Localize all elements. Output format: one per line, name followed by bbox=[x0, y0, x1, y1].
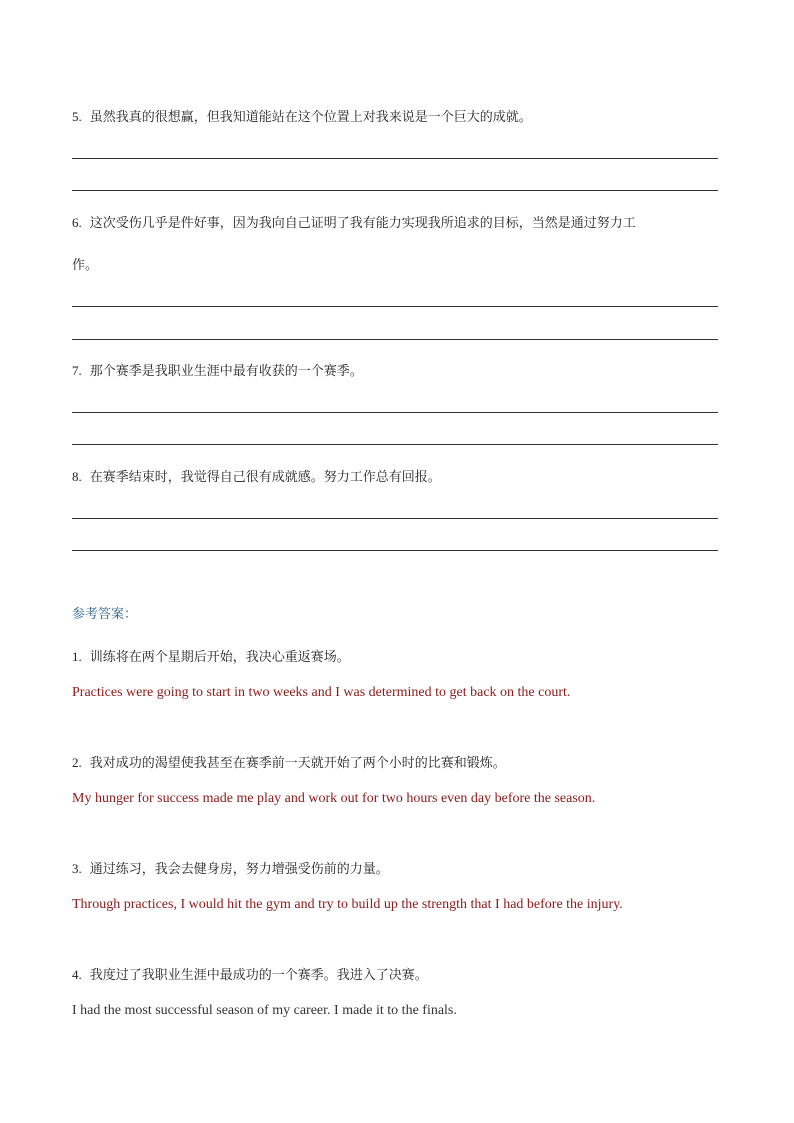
answer-2-chinese bbox=[72, 752, 722, 775]
answer-3-chinese bbox=[72, 858, 722, 881]
exercise-number: 8. bbox=[72, 469, 82, 484]
answer-1-english: Practices were going to start in two weeks and I was determined to get back on the court. bbox=[72, 685, 571, 700]
exercise-text: 这次受伤几乎是件好事，因为我向自己证明了我有能力实现我所追求的目标，当然是通过努力工 bbox=[89, 216, 636, 231]
answer-chinese-text: 通过练习，我会去健身房，努力增强受伤前的力量。 bbox=[89, 862, 389, 877]
answer-blank-line[interactable] bbox=[72, 190, 718, 191]
exercise-8 bbox=[72, 466, 722, 489]
answer-blank-line[interactable] bbox=[72, 306, 718, 307]
exercise-7 bbox=[72, 360, 722, 383]
exercise-5 bbox=[72, 106, 722, 129]
answer-chinese-text: 训练将在两个星期后开始，我决心重返赛场。 bbox=[89, 650, 350, 665]
exercise-6 bbox=[72, 212, 724, 277]
exercise-text: 在赛季结束时，我觉得自己很有成就感。努力工作总有回报。 bbox=[89, 470, 441, 485]
answer-number: 4. bbox=[72, 967, 82, 982]
exercise-text: 那个赛季是我职业生涯中最有收获的一个赛季。 bbox=[89, 364, 363, 379]
answer-chinese-text: 我对成功的渴望使我甚至在赛季前一天就开始了两个小时的比赛和锻炼。 bbox=[89, 756, 506, 771]
exercise-number: 7. bbox=[72, 363, 82, 378]
answer-blank-line[interactable] bbox=[72, 339, 718, 340]
answer-blank-line[interactable] bbox=[72, 412, 718, 413]
answer-blank-line[interactable] bbox=[72, 550, 718, 551]
exercise-text: 虽然我真的很想赢，但我知道能站在这个位置上对我来说是一个巨大的成就。 bbox=[89, 110, 532, 125]
answer-4-chinese bbox=[72, 964, 722, 987]
answer-number: 3. bbox=[72, 861, 82, 876]
answer-number: 2. bbox=[72, 755, 82, 770]
answer-blank-line[interactable] bbox=[72, 158, 718, 159]
answer-number: 1. bbox=[72, 649, 82, 664]
exercise-text-continued: 作。 bbox=[72, 258, 99, 273]
answer-blank-line[interactable] bbox=[72, 444, 718, 445]
exercise-number: 5. bbox=[72, 109, 82, 124]
answer-4-english: I had the most successful season of my career. I made it to the finals. bbox=[72, 1003, 457, 1018]
answer-3-english: Through practices, I would hit the gym and try to build up the strength that I had before the injury. bbox=[72, 897, 623, 912]
answer-2-english: My hunger for success made me play and work out for two hours even day before the season. bbox=[72, 791, 596, 806]
answer-1-chinese bbox=[72, 646, 722, 669]
exercise-number: 6. bbox=[72, 215, 82, 230]
answer-blank-line[interactable] bbox=[72, 518, 718, 519]
answers-heading: 参考答案： bbox=[72, 607, 138, 622]
answer-chinese-text: 我度过了我职业生涯中最成功的一个赛季。我进入了决赛。 bbox=[89, 968, 428, 983]
